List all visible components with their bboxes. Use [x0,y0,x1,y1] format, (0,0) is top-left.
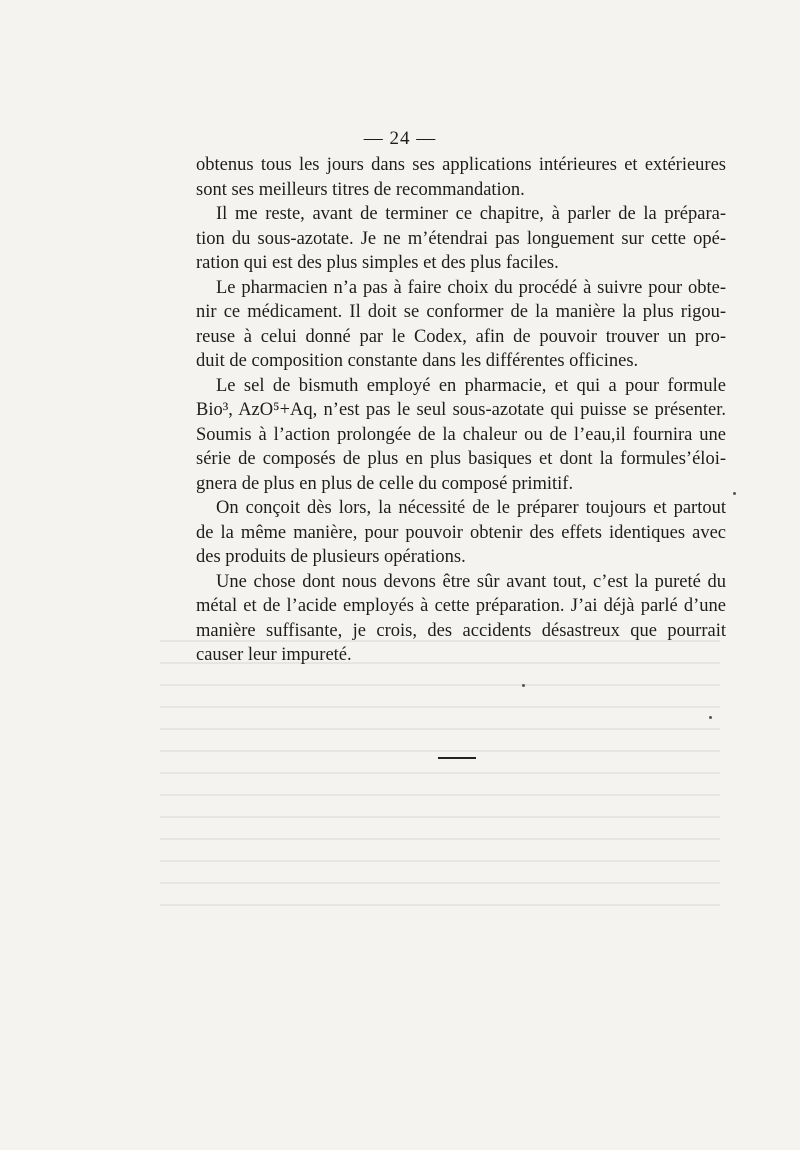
text-line: manière suffisante, je crois, des accidents désastreux que pourrait [196,620,726,641]
text-line: de la même manière, pour pouvoir obtenir des effets identiques avec [196,522,726,543]
text-line: reuse à celui donné par le Codex, afin de pouvoir trouver un pro- [196,326,726,347]
text-line: obtenus tous les jours dans ses applications intérieures et extérieures [196,155,726,175]
text-line: nir ce médicament. Il doit se conformer de la manière la plus rigou- [196,302,726,322]
text-line: tion du sous-azotate. Je ne m’étendrai pas longuement sur cette opé- [196,228,726,249]
text-line: série de composés de plus en plus basiques et dont la formules’éloi- [196,449,726,469]
body-text [196,153,726,668]
page-number: — 24 — [363,128,437,149]
show-through-text [160,640,720,980]
text-line: causer leur impureté. [196,645,352,665]
text-line: Soumis à l’action prolongée de la chaleur ou de l’eau,il fournira une [196,424,726,445]
text-line: Le sel de bismuth employé en pharmacie, et qui a pour formule [216,375,726,396]
text-line: sont ses meilleurs titres de recommandation. [196,179,525,200]
text-line: Le pharmacien n’a pas à faire choix du procédé à suivre pour obte- [216,277,726,298]
ink-speck [709,716,712,719]
text-line: On conçoit dès lors, la nécessité de le préparer toujours et partout [216,498,726,518]
text-line: métal et de l’acide employés à cette préparation. J’ai déjà parlé d’une [196,596,726,616]
text-line: ration qui est des plus simples et des plus faciles. [196,253,559,273]
text-line: duit de composition constante dans les différentes officines. [196,351,639,371]
text-line: Bio³, AzO⁵+Aq, n’est pas le seul sous-azotate qui puisse se présenter. [196,400,726,420]
text-line: Il me reste, avant de terminer ce chapitre, à parler de la prépara- [216,204,726,224]
text-line: gnera de plus en plus de celle du composé primitif. [196,473,574,494]
text-line: Une chose dont nous devons être sûr avant tout, c’est la pureté du [216,571,726,592]
ink-speck [733,492,736,495]
section-rule [438,757,476,759]
text-line: des produits de plusieurs opérations. [196,547,466,567]
ink-speck [522,684,525,687]
